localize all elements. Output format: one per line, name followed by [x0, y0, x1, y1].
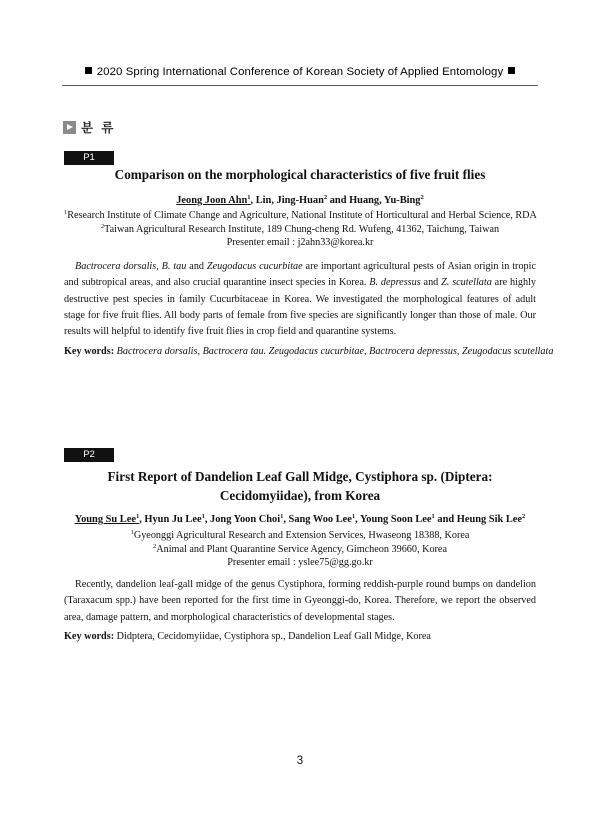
author: Sang Woo Lee$^1$ — [288, 513, 356, 525]
play-arrow-icon — [63, 121, 76, 134]
paper-authors-p2: Young Su Lee$^1$, Hyun Ju Lee$^1$, Jong Yoon Choi$^1$, Sang Woo Lee$^1$, Young Soon Lee$^1$ and Heung Sik Lee$^2$ — [74, 513, 526, 525]
square-bullet-icon — [85, 67, 92, 74]
affiliation: $^2$Taiwan Agricultural Research Institute, 189 Chung-cheng Rd. Wufeng, 41362, Taichung, Taiwan — [100, 222, 500, 235]
paper-abstract-p1: Bactrocera dorsalis, B. tau and Zeugodacus cucurbitae are important agricultural pests of Asian origin in tropic and subtropical areas, and also crucial quarantine insect species in Korea. B. depressus and Z. scutellata are highly destructive pest species in family Cucurbitaceae in Korea. We investigated the morphological features of adult stage for five fruit flies. All body parts of female from five species are significantly longer than those of male. Our results will helpful to identify five fruit flies in crop field and quarantine systems. — [64, 261, 536, 338]
presenter-email: Presenter email : j2ahn33@korea.kr — [226, 237, 374, 248]
paper-authors-p1: Jeong Joon Ahn$^1$, Lin, Jing-Huan$^2$ and Huang, Yu-Bing$^2$ — [176, 194, 424, 206]
page-number: 3 — [296, 755, 304, 767]
header-rule — [62, 85, 538, 86]
paper-keywords-p2 — [64, 631, 544, 642]
author: and Heung Sik Lee$^2$ — [437, 513, 526, 525]
paper-affiliations-p1 — [64, 209, 536, 250]
paper-abstract-p2: Recently, dandelion leaf-gall midge of the genus Cystiphora, forming reddish-purple round bumps on dandelion (Taraxacum spp.) have been reported for the first time in Gyeonggi-do, Korea. Therefore, we report the observed area, damage pattern, and morphological characteristics of developmental stages. — [64, 579, 536, 623]
paper-title-p2: First Report of Dandelion Leaf Gall Midge, Cystiphora sp. (Diptera: Cecidomyiidae), from Korea — [107, 469, 493, 503]
author: Jong Yoon Choi$^1$ — [210, 513, 284, 525]
affiliation: $^1$Gyeonggi Agricultural Research and Extension Services, Hwaseong 18388, Korea — [130, 529, 470, 541]
keywords-list: Bactrocera dorsalis, Bactrocera tau. Zeugodacus cucurbitae, Bactrocera depressus, Zeugodacus scutellata — [116, 346, 554, 357]
paper-keywords-p1 — [64, 346, 554, 357]
affiliation: $^2$Animal and Plant Quarantine Service Agency, Gimcheon 39660, Korea — [153, 542, 447, 555]
paper-affiliations-p2 — [64, 529, 536, 570]
keywords-label: Key words: — [64, 631, 115, 642]
author: and Huang, Yu-Bing$^2$ — [329, 194, 424, 206]
affiliation: $^1$Research Institute of Climate Change and Agriculture, National Institute of Horticultural and Herbal Science, RDA — [64, 209, 537, 221]
running-header — [62, 66, 538, 78]
presenter-author: Young Su Lee$^1$ — [74, 513, 140, 525]
square-bullet-icon — [508, 67, 515, 74]
author: Hyun Ju Lee$^1$ — [144, 513, 205, 525]
paper-tag-p1: P1 — [64, 151, 114, 165]
author: Young Soon Lee$^1$ — [359, 513, 435, 525]
paper-tag-p2: P2 — [64, 448, 114, 462]
paper-title-p1: Comparison on the morphological characteristics of five fruit flies — [114, 167, 486, 182]
presenter-author: Jeong Joon Ahn$^1$ — [176, 194, 251, 206]
author: Lin, Jing-Huan$^2$ — [255, 194, 328, 206]
keywords-label: Key words: — [64, 346, 115, 357]
section-label: 분 류 — [81, 120, 116, 135]
keywords-list: Didptera, Cecidomyiidae, Cystiphora sp., Dandelion Leaf Gall Midge, Korea — [116, 631, 431, 642]
presenter-email: Presenter email : yslee75@gg.go.kr — [227, 557, 373, 568]
section-heading — [63, 118, 116, 136]
conference-name: 2020 Spring International Conference of Korean Society of Applied Entomology — [96, 66, 504, 78]
